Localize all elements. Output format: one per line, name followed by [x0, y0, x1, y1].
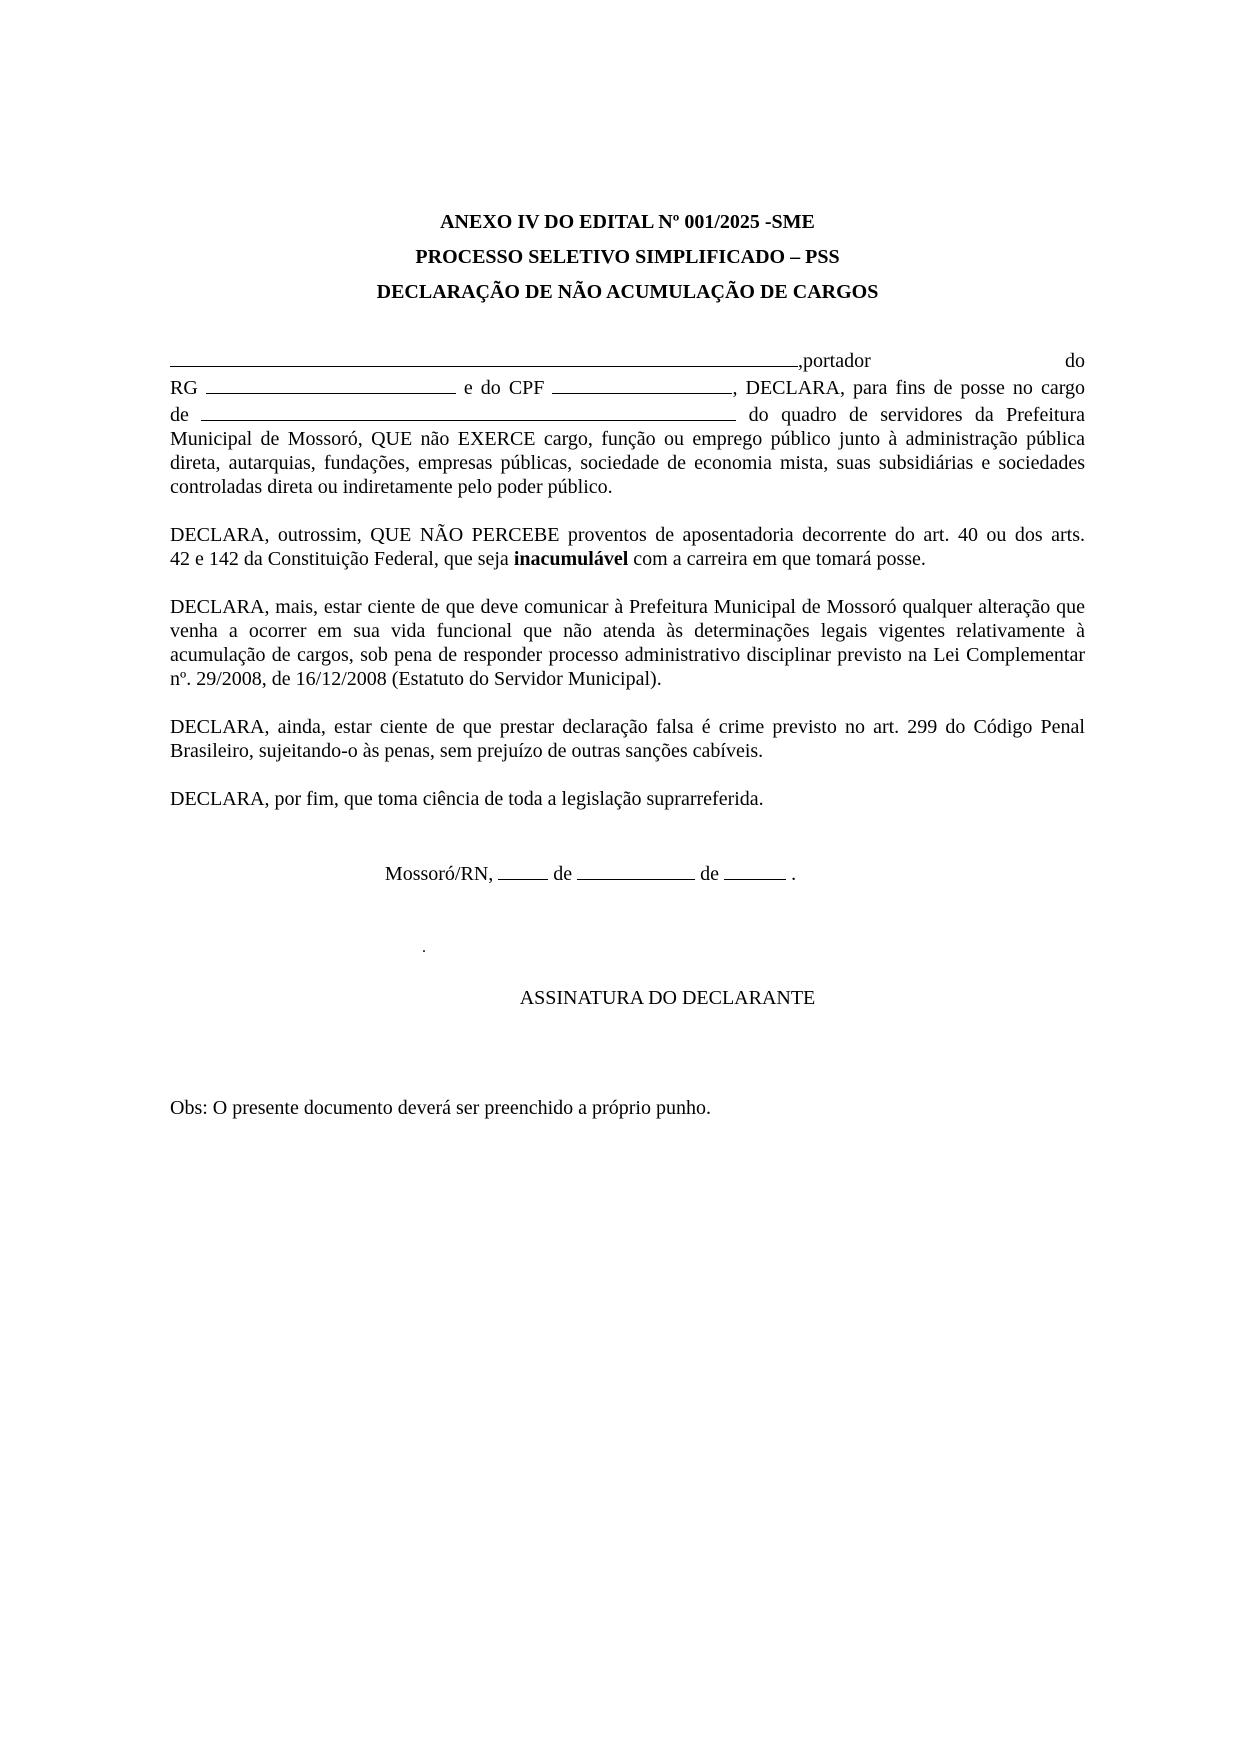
- fill-in-blank[interactable]: [552, 373, 732, 394]
- text-line: [170, 619, 1085, 643]
- text-run: venha a ocorrer em sua vida funcional que não atenda às determinações legais vigentes relativamente à: [170, 620, 1085, 642]
- text-line: [170, 595, 1085, 619]
- text-run: DECLARA, ainda, estar ciente de que prestar declaração falsa é crime previsto no art. 299 do Código Penal: [170, 716, 1085, 738]
- text-line: [170, 400, 1085, 427]
- text-line: [170, 373, 1085, 400]
- text-run: de: [695, 863, 725, 885]
- stray-period: .: [422, 939, 426, 956]
- text-run: direta, autarquias, fundações, empresas públicas, sociedade de economia mista, suas subsidiárias e sociedades: [170, 452, 1085, 474]
- fill-in-blank[interactable]: [577, 859, 695, 880]
- text-run: Municipal de Mossoró, QUE não EXERCE cargo, função ou emprego público junto à administração pública: [170, 428, 1085, 450]
- text-run: de: [170, 404, 202, 426]
- text-line: [170, 346, 1085, 373]
- document-header: [170, 205, 1085, 310]
- text-line: [170, 667, 1085, 691]
- text-run: DECLARA, outrossim, QUE NÃO PERCEBE proventos de aposentadoria decorrente do art. 40 ou dos arts.: [170, 524, 1085, 546]
- document-title-line-1: ANEXO IV DO EDITAL Nº 001/2025 -SME: [440, 211, 815, 233]
- text-line: [170, 547, 1085, 571]
- fill-in-blank[interactable]: [206, 373, 456, 394]
- text-line: [170, 427, 1085, 451]
- text-run: e do CPF: [455, 377, 553, 399]
- text-run: ,portador: [798, 350, 1065, 372]
- text-line: [170, 451, 1085, 475]
- fill-in-blank[interactable]: [170, 346, 798, 367]
- text-line: [170, 523, 1085, 547]
- text-line: [170, 787, 1085, 811]
- text-run: controladas direta ou indiretamente pelo poder público.: [170, 476, 613, 498]
- text-line: [170, 643, 1085, 667]
- observation-note: Obs: O presente documento deverá ser preenchido a próprio punho.: [170, 1097, 711, 1119]
- text-run: do: [1065, 350, 1085, 372]
- text-run: RG: [170, 377, 206, 399]
- fill-in-blank[interactable]: [724, 859, 786, 880]
- fill-in-blank[interactable]: [201, 400, 736, 421]
- text-run: .: [786, 863, 797, 885]
- text-run: acumulação de cargos, sob pena de responder processo administrativo disciplinar previsto na Lei Complementar: [170, 644, 1085, 666]
- text-line: [170, 739, 1085, 763]
- paragraph-declaration-opening: [170, 346, 1085, 499]
- text-run: DECLARA, por fim, que toma ciência de toda a legislação suprarreferida.: [170, 788, 764, 810]
- paragraph-declaration-false-statement: [170, 715, 1085, 763]
- document-title-line-3: DECLARAÇÃO DE NÃO ACUMULAÇÃO DE CARGOS: [376, 281, 879, 303]
- paragraph-declaration-communication: [170, 595, 1085, 691]
- signature-label: ASSINATURA DO DECLARANTE: [519, 987, 816, 1009]
- date-place-line: [170, 859, 1085, 886]
- text-run: nº. 29/2008, de 16/12/2008 (Estatuto do Servidor Municipal).: [170, 668, 662, 690]
- text-run: DECLARA, mais, estar ciente de que deve comunicar à Prefeitura Municipal de Mossoró qualquer alteração que: [170, 596, 1085, 618]
- text-line: [170, 715, 1085, 739]
- text-run: de: [548, 863, 578, 885]
- text-run: Mossoró/RN,: [384, 863, 499, 885]
- text-run: com a carreira em que tomará posse.: [628, 548, 926, 570]
- text-run: do quadro de servidores da Prefeitura: [736, 404, 1085, 426]
- document-title-line-2: PROCESSO SELETIVO SIMPLIFICADO – PSS: [415, 246, 840, 268]
- bold-text-run: inacumulável: [513, 548, 629, 570]
- text-run: Brasileiro, sujeitando-o às penas, sem prejuízo de outras sanções cabíveis.: [170, 740, 764, 762]
- paragraph-declaration-awareness: [170, 787, 1085, 811]
- text-run: , DECLARA, para fins de posse no cargo: [732, 377, 1085, 399]
- text-line: [170, 475, 1085, 499]
- fill-in-blank[interactable]: [498, 859, 548, 880]
- paragraph-declaration-pension: [170, 523, 1085, 571]
- text-run: 42 e 142 da Constituição Federal, que seja: [170, 548, 514, 570]
